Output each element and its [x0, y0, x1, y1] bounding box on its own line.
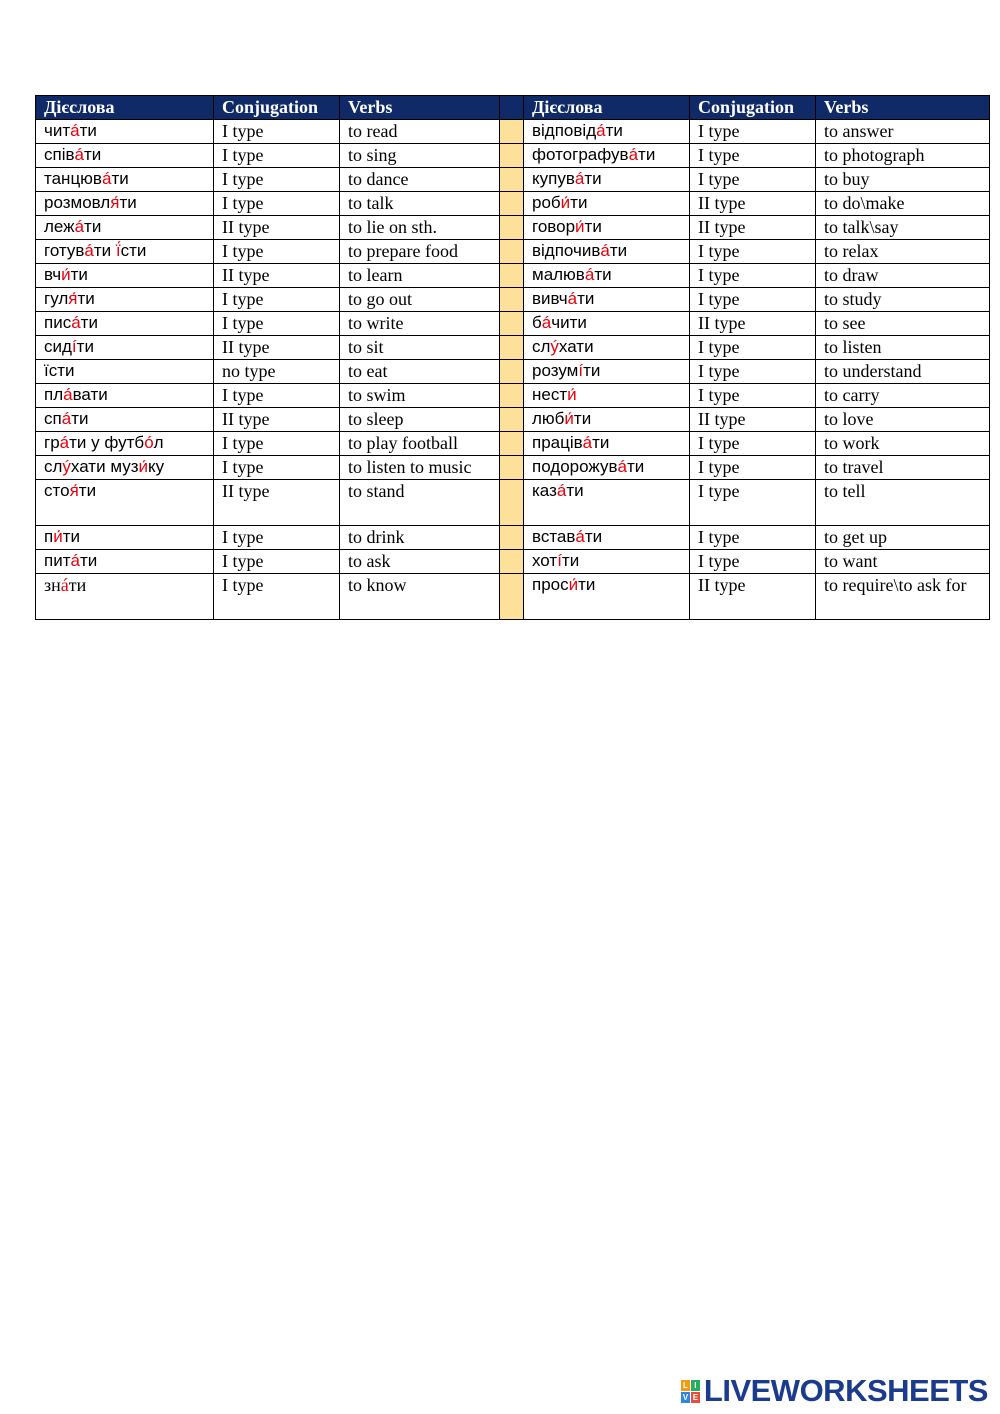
verb-table	[35, 95, 990, 620]
verb-ua-right	[524, 264, 690, 288]
stress-mark: и́	[564, 409, 574, 428]
verb-text: пис	[44, 313, 72, 332]
conjugation-left: no type	[214, 360, 340, 384]
spacer-cell	[500, 408, 524, 432]
liveworksheets-logo	[681, 1373, 988, 1409]
stress-mark: á	[596, 121, 606, 140]
table-row	[36, 240, 990, 264]
verb-ua-right	[524, 312, 690, 336]
table-body	[36, 120, 990, 620]
table-row	[36, 192, 990, 216]
stress-mark: í	[557, 551, 562, 570]
conjugation-right: I type	[690, 264, 816, 288]
translation-right: to answer	[816, 120, 990, 144]
verb-ua-left	[36, 216, 214, 240]
stress-mark: á	[541, 313, 552, 332]
verb-text: хати муз	[70, 457, 139, 476]
conjugation-right: I type	[690, 288, 816, 312]
stress-mark: ї́	[115, 241, 121, 260]
stress-mark: á	[600, 241, 610, 260]
verb-text: ти	[566, 481, 584, 500]
conjugation-right: I type	[690, 336, 816, 360]
verb-text: відповід	[532, 121, 597, 140]
translation-left: to stand	[340, 480, 500, 526]
header-verbs-ua-left: Дієслова	[36, 96, 214, 120]
conjugation-left: I type	[214, 192, 340, 216]
spacer-cell	[500, 144, 524, 168]
table-row	[36, 432, 990, 456]
verb-ua-left	[36, 384, 214, 408]
conjugation-right: I type	[690, 456, 816, 480]
verb-ua-left	[36, 264, 214, 288]
spacer-cell	[500, 240, 524, 264]
verb-text: розмовл	[44, 193, 111, 212]
verb-text: леж	[44, 217, 75, 236]
stress-mark: á	[84, 241, 94, 260]
stress-mark: á	[71, 313, 81, 332]
verb-text: ти	[83, 145, 102, 164]
stress-mark: ý	[550, 337, 559, 356]
verb-text: ти	[79, 551, 98, 570]
header-spacer	[500, 96, 524, 120]
verb-text: прос	[532, 575, 569, 594]
stress-mark: á	[574, 169, 585, 188]
conjugation-right: I type	[690, 526, 816, 550]
verb-text: сл	[44, 457, 63, 476]
verb-text: ти	[592, 433, 610, 452]
stress-mark: я́	[69, 481, 79, 500]
translation-right: to do\make	[816, 192, 990, 216]
verb-ua-left	[36, 526, 214, 550]
verb-ua-right	[524, 480, 690, 526]
verb-text: ти	[79, 121, 97, 140]
verb-text: праців	[532, 433, 583, 452]
conjugation-left: I type	[214, 240, 340, 264]
spacer-cell	[500, 288, 524, 312]
verb-text: ти	[84, 217, 102, 236]
conjugation-left: I type	[214, 550, 340, 574]
verb-text: ти	[578, 575, 596, 594]
verb-text: вати	[72, 385, 108, 404]
translation-left: to dance	[340, 168, 500, 192]
translation-left: to write	[340, 312, 500, 336]
verb-text: роб	[532, 193, 561, 212]
stress-mark: á	[59, 433, 70, 452]
conjugation-right: I type	[690, 168, 816, 192]
translation-left: to sleep	[340, 408, 500, 432]
logo-text: LIVEWORKSHEETS	[703, 1373, 988, 1408]
conjugation-right: I type	[690, 360, 816, 384]
verb-text: ти	[80, 313, 98, 332]
stress-mark: á	[617, 457, 627, 476]
spacer-cell	[500, 360, 524, 384]
verb-ua-left	[36, 360, 214, 384]
verb-text: вивч	[532, 289, 568, 308]
verb-text: розум	[532, 361, 579, 380]
verb-text: ти	[584, 217, 602, 236]
stress-mark: á	[567, 289, 578, 308]
verb-text: ти	[561, 551, 580, 570]
table-row	[36, 384, 990, 408]
verb-text: л	[153, 433, 164, 452]
verb-text: гул	[44, 289, 69, 308]
conjugation-right: II type	[690, 192, 816, 216]
spacer-cell	[500, 526, 524, 550]
spacer-cell	[500, 384, 524, 408]
conjugation-left: II type	[214, 216, 340, 240]
translation-left: to ask	[340, 550, 500, 574]
translation-right: to get up	[816, 526, 990, 550]
verb-text: пит	[44, 551, 71, 570]
verb-text: люб	[532, 409, 565, 428]
translation-right: to work	[816, 432, 990, 456]
conjugation-right: I type	[690, 432, 816, 456]
verb-text: встав	[532, 527, 576, 546]
verb-ua-right	[524, 574, 690, 620]
verb-text: малюв	[532, 265, 585, 284]
verb-text: хот	[532, 551, 558, 570]
stress-mark: á	[101, 169, 112, 188]
stress-mark: á	[61, 409, 72, 428]
verb-ua-right	[524, 192, 690, 216]
conjugation-left: I type	[214, 574, 340, 620]
verb-text: чити	[551, 313, 587, 332]
verb-ua-right	[524, 526, 690, 550]
verb-ua-left	[36, 288, 214, 312]
verb-text: ти	[570, 193, 588, 212]
verb-text: ти	[93, 241, 116, 260]
translation-left: to eat	[340, 360, 500, 384]
table-row	[36, 216, 990, 240]
stress-mark: и́	[568, 575, 579, 594]
translation-left: to sit	[340, 336, 500, 360]
stress-mark: á	[582, 433, 593, 452]
verb-text: ти	[583, 361, 601, 380]
verb-ua-left	[36, 120, 214, 144]
table-row	[36, 264, 990, 288]
table-row	[36, 408, 990, 432]
verb-text: ти	[594, 265, 612, 284]
header-conjugation-left: Conjugation	[214, 96, 340, 120]
conjugation-left: I type	[214, 312, 340, 336]
stress-mark: ó	[144, 433, 154, 452]
verb-ua-right	[524, 360, 690, 384]
table-row	[36, 144, 990, 168]
verb-ua-right	[524, 336, 690, 360]
verb-text: ти	[626, 457, 645, 476]
verb-text: ти	[577, 289, 595, 308]
verb-text: відпочив	[532, 241, 601, 260]
header-verbs-en-right: Verbs	[816, 96, 990, 120]
verb-text: ти	[111, 169, 129, 188]
stress-mark: á	[70, 551, 80, 570]
verb-ua-left	[36, 312, 214, 336]
table-row	[36, 526, 990, 550]
stress-mark: и́	[61, 265, 71, 284]
translation-right: to draw	[816, 264, 990, 288]
logo-mark-icon: L I V E	[682, 1380, 699, 1402]
translation-left: to swim	[340, 384, 500, 408]
verb-text: п	[44, 527, 54, 546]
translation-left: to lie on sth.	[340, 216, 500, 240]
stress-mark: á	[74, 145, 84, 164]
verb-text: каз	[532, 481, 557, 500]
verb-ua-left	[36, 574, 214, 620]
translation-left: to sing	[340, 144, 500, 168]
verb-text: сто	[44, 481, 70, 500]
translation-left: to prepare food	[340, 240, 500, 264]
verb-ua-left	[36, 456, 214, 480]
stress-mark: á	[70, 121, 80, 140]
conjugation-right: II type	[690, 574, 816, 620]
translation-left: to learn	[340, 264, 500, 288]
verb-ua-left	[36, 480, 214, 526]
spacer-cell	[500, 216, 524, 240]
verb-text: б	[532, 313, 542, 332]
verb-ua-right	[524, 240, 690, 264]
verb-ua-left	[36, 336, 214, 360]
table-row	[36, 120, 990, 144]
stress-mark: á	[60, 575, 69, 595]
verb-text: ти	[71, 409, 89, 428]
stress-mark: ý	[62, 457, 71, 476]
translation-right: to relax	[816, 240, 990, 264]
verb-ua-right	[524, 384, 690, 408]
translation-left: to drink	[340, 526, 500, 550]
conjugation-right: I type	[690, 384, 816, 408]
verb-ua-left	[36, 408, 214, 432]
translation-right: to photograph	[816, 144, 990, 168]
stress-mark: á	[584, 265, 595, 284]
conjugation-left: I type	[214, 168, 340, 192]
verb-text: ти	[76, 337, 94, 356]
verb-ua-left	[36, 168, 214, 192]
conjugation-left: II type	[214, 480, 340, 526]
conjugation-right: I type	[690, 120, 816, 144]
verb-text: ти	[119, 193, 137, 212]
verb-text: ти	[70, 265, 88, 284]
conjugation-left: II type	[214, 336, 340, 360]
verb-ua-right	[524, 144, 690, 168]
table-row	[36, 288, 990, 312]
verb-text: ти	[584, 169, 602, 188]
verb-text: ти	[77, 289, 95, 308]
verb-text: нест	[532, 385, 568, 404]
table-row	[36, 480, 990, 526]
verb-text: танцюв	[44, 169, 102, 188]
verb-text: хати	[558, 337, 594, 356]
translation-right: to see	[816, 312, 990, 336]
verb-text: ти	[584, 527, 603, 546]
verb-ua-left	[36, 550, 214, 574]
stress-mark: и́	[575, 217, 585, 236]
translation-right: to love	[816, 408, 990, 432]
verb-text: чит	[44, 121, 71, 140]
translation-left: to know	[340, 574, 500, 620]
verb-text: ти у футб	[69, 433, 145, 452]
table-row	[36, 360, 990, 384]
stress-mark: í	[71, 337, 77, 356]
verb-text: говор	[532, 217, 576, 236]
verb-ua-right	[524, 456, 690, 480]
table-row	[36, 574, 990, 620]
verb-text: сл	[532, 337, 551, 356]
verb-text: ти	[638, 145, 656, 164]
header-verbs-ua-right: Дієслова	[524, 96, 690, 120]
spacer-cell	[500, 312, 524, 336]
translation-right: to understand	[816, 360, 990, 384]
conjugation-left: I type	[214, 384, 340, 408]
verb-text: спів	[44, 145, 75, 164]
verb-text: ти	[573, 409, 592, 428]
translation-right: to talk\say	[816, 216, 990, 240]
translation-left: to go out	[340, 288, 500, 312]
stress-mark: и́	[560, 193, 571, 212]
stress-mark: и́	[138, 457, 148, 476]
translation-left: to read	[340, 120, 500, 144]
stress-mark: á	[556, 481, 567, 500]
translation-right: to study	[816, 288, 990, 312]
spacer-cell	[500, 480, 524, 526]
header-conjugation-right: Conjugation	[690, 96, 816, 120]
verb-text: подорожув	[532, 457, 618, 476]
translation-right: to tell	[816, 480, 990, 526]
stress-mark: í	[578, 361, 584, 380]
translation-right: to buy	[816, 168, 990, 192]
table-row	[36, 168, 990, 192]
spacer-cell	[500, 168, 524, 192]
stress-mark: и́	[53, 527, 63, 546]
verb-text: купув	[532, 169, 575, 188]
conjugation-left: II type	[214, 408, 340, 432]
conjugation-right: I type	[690, 550, 816, 574]
translation-left: to listen to music	[340, 456, 500, 480]
spacer-cell	[500, 192, 524, 216]
spacer-cell	[500, 264, 524, 288]
verb-ua-right	[524, 120, 690, 144]
verb-text: гр	[44, 433, 60, 452]
verb-text: фотографув	[532, 145, 629, 164]
verb-text: ти	[78, 481, 97, 500]
conjugation-left: II type	[214, 264, 340, 288]
conjugation-right: I type	[690, 240, 816, 264]
stress-mark: á	[575, 527, 585, 546]
verb-text: ти	[609, 241, 628, 260]
verb-text: сп	[44, 409, 62, 428]
conjugation-left: I type	[214, 144, 340, 168]
conjugation-right: II type	[690, 312, 816, 336]
translation-right: to carry	[816, 384, 990, 408]
table-header-row	[36, 96, 990, 120]
verb-text: зн	[44, 575, 61, 595]
header-verbs-en-left: Verbs	[340, 96, 500, 120]
verb-ua-right	[524, 550, 690, 574]
conjugation-left: I type	[214, 432, 340, 456]
spacer-cell	[500, 432, 524, 456]
conjugation-left: I type	[214, 456, 340, 480]
translation-right: to require\to ask for	[816, 574, 990, 620]
conjugation-right: II type	[690, 408, 816, 432]
verb-ua-right	[524, 288, 690, 312]
verb-text: ку	[148, 457, 165, 476]
verb-text: ти	[68, 575, 87, 595]
stress-mark: á	[628, 145, 639, 164]
stress-mark: и́	[567, 385, 577, 404]
verb-text: сти	[120, 241, 147, 260]
spacer-cell	[500, 336, 524, 360]
verb-ua-right	[524, 216, 690, 240]
verb-ua-left	[36, 240, 214, 264]
translation-left: to play football	[340, 432, 500, 456]
verb-text: пл	[44, 385, 64, 404]
verb-ua-right	[524, 408, 690, 432]
table-row	[36, 336, 990, 360]
spacer-cell	[500, 574, 524, 620]
table-row	[36, 456, 990, 480]
stress-mark: я́	[68, 289, 78, 308]
translation-right: to want	[816, 550, 990, 574]
translation-left: to talk	[340, 192, 500, 216]
conjugation-right: I type	[690, 480, 816, 526]
conjugation-left: I type	[214, 120, 340, 144]
spacer-cell	[500, 120, 524, 144]
verb-text: ти	[605, 121, 623, 140]
spacer-cell	[500, 456, 524, 480]
verb-ua-right	[524, 432, 690, 456]
conjugation-left: I type	[214, 288, 340, 312]
verb-text: їсти	[44, 361, 75, 380]
verb-text: вч	[44, 265, 62, 284]
conjugation-left: I type	[214, 526, 340, 550]
table-row	[36, 312, 990, 336]
translation-right: to listen	[816, 336, 990, 360]
verb-text: готув	[44, 241, 85, 260]
table-row	[36, 550, 990, 574]
conjugation-right: II type	[690, 216, 816, 240]
stress-mark: я́	[110, 193, 120, 212]
stress-mark: á	[63, 385, 73, 404]
verb-ua-left	[36, 192, 214, 216]
spacer-cell	[500, 550, 524, 574]
verb-text: сид	[44, 337, 72, 356]
verb-text: ти	[62, 527, 81, 546]
conjugation-right: I type	[690, 144, 816, 168]
verb-ua-right	[524, 168, 690, 192]
verb-ua-left	[36, 144, 214, 168]
translation-right: to travel	[816, 456, 990, 480]
stress-mark: á	[74, 217, 85, 236]
verb-ua-left	[36, 432, 214, 456]
